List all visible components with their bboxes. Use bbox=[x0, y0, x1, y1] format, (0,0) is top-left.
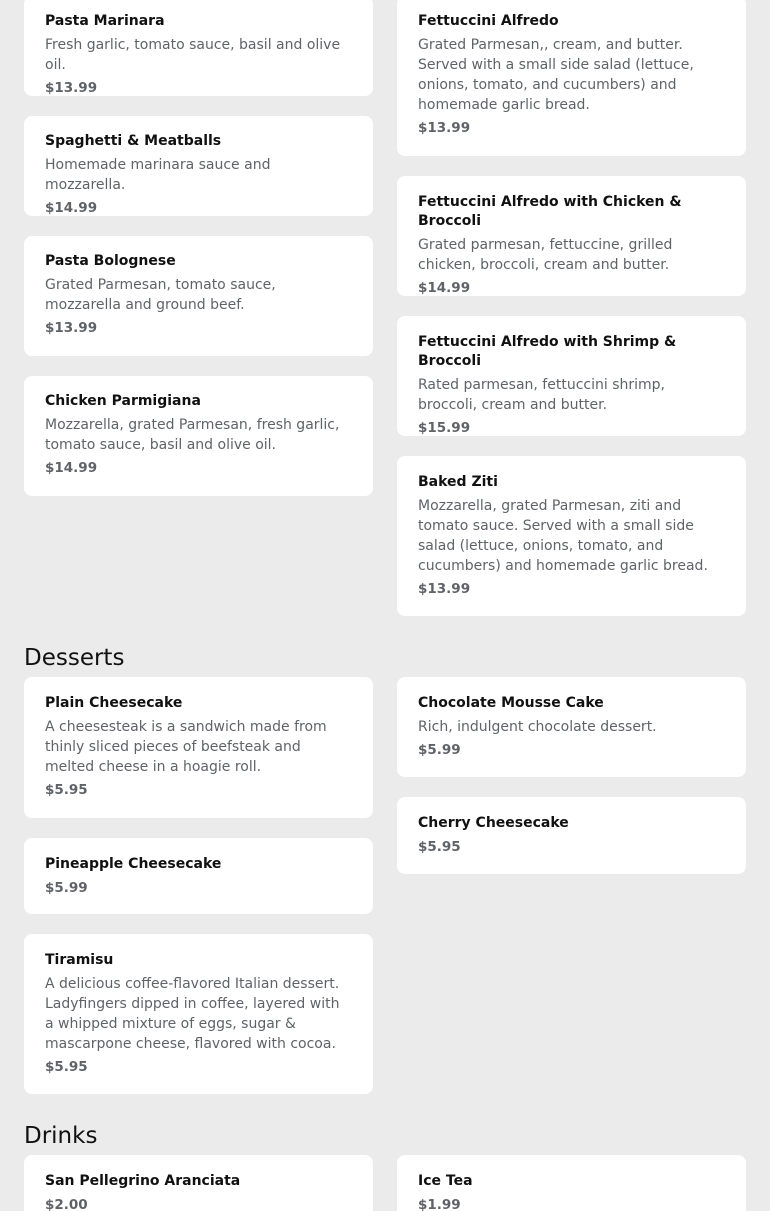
item-description: Grated parmesan, fettuccine, grilled chicken, broccoli, cream and butter. bbox=[418, 237, 673, 273]
section-title-desserts: Desserts bbox=[24, 645, 125, 671]
menu-item-card[interactable] bbox=[397, 176, 746, 296]
menu-item-card[interactable] bbox=[24, 677, 373, 818]
item-name: Fettuccini Alfredo bbox=[418, 13, 559, 29]
item-description: Rich, indulgent chocolate dessert. bbox=[418, 719, 657, 735]
item-price: $15.99 bbox=[418, 420, 471, 436]
item-name: Chocolate Mousse Cake bbox=[418, 695, 604, 711]
item-name: Fettuccini Alfredo with Shrimp & Broccoli bbox=[418, 334, 677, 369]
item-price: $14.99 bbox=[418, 280, 471, 296]
item-price: $2.00 bbox=[45, 1197, 88, 1211]
item-name: San Pellegrino Aranciata bbox=[45, 1173, 241, 1189]
menu-item-card[interactable] bbox=[24, 236, 373, 356]
item-description: Fresh garlic, tomato sauce, basil and olive oil. bbox=[45, 37, 341, 73]
item-price: $1.99 bbox=[418, 1197, 461, 1211]
item-name: Spaghetti & Meatballs bbox=[45, 133, 222, 149]
menu-item-card[interactable] bbox=[397, 797, 746, 874]
menu-item-card[interactable] bbox=[24, 934, 373, 1094]
item-description: Grated Parmesan, tomato sauce, mozzarella and ground beef. bbox=[45, 277, 276, 313]
menu-item-card[interactable] bbox=[397, 677, 746, 777]
item-price: $13.99 bbox=[418, 581, 471, 597]
item-description: Rated parmesan, fettuccini shrimp, broccoli, cream and butter. bbox=[418, 377, 665, 413]
section-title-drinks: Drinks bbox=[24, 1123, 98, 1149]
item-price: $5.95 bbox=[45, 782, 88, 798]
item-name: Tiramisu bbox=[45, 952, 114, 968]
item-name: Cherry Cheesecake bbox=[418, 815, 569, 831]
item-price: $5.95 bbox=[418, 839, 461, 855]
item-name: Pasta Marinara bbox=[45, 13, 165, 29]
item-description: A delicious coffee-flavored Italian dessert. Ladyfingers dipped in coffee, layered with a whipped mixture of eggs, sugar & mascarpone cheese, flavored with cocoa. bbox=[45, 976, 340, 1052]
item-description: Mozzarella, grated Parmesan, fresh garlic, tomato sauce, basil and olive oil. bbox=[45, 417, 340, 453]
menu-item-card[interactable] bbox=[397, 1155, 746, 1211]
item-name: Fettuccini Alfredo with Chicken & Broccoli bbox=[418, 194, 682, 229]
item-price: $13.99 bbox=[45, 80, 98, 96]
menu-item-card[interactable] bbox=[397, 0, 746, 156]
menu-item-card[interactable] bbox=[24, 0, 373, 96]
item-price: $14.99 bbox=[45, 460, 98, 476]
item-description: Homemade marinara sauce and mozzarella. bbox=[45, 157, 271, 193]
item-price: $13.99 bbox=[418, 120, 471, 136]
item-price: $14.99 bbox=[45, 200, 98, 216]
menu-item-card[interactable] bbox=[24, 838, 373, 914]
item-name: Baked Ziti bbox=[418, 474, 498, 490]
item-name: Pasta Bolognese bbox=[45, 253, 176, 269]
menu-item-card[interactable] bbox=[24, 376, 373, 496]
menu-item-card[interactable] bbox=[397, 316, 746, 436]
item-name: Ice Tea bbox=[418, 1173, 473, 1189]
item-description: A cheesesteak is a sandwich made from thinly sliced pieces of beefsteak and melted cheese in a hoagie roll. bbox=[45, 719, 327, 775]
item-name: Pineapple Cheesecake bbox=[45, 856, 222, 872]
item-price: $5.99 bbox=[45, 880, 88, 896]
item-price: $5.99 bbox=[418, 742, 461, 758]
item-price: $13.99 bbox=[45, 320, 98, 336]
item-price: $5.95 bbox=[45, 1059, 88, 1075]
item-description: Grated Parmesan,, cream, and butter. Served with a small side salad (lettuce, onions, tomato, and cucumbers) and homemade garlic bread. bbox=[418, 37, 694, 113]
menu-item-card[interactable] bbox=[24, 1155, 373, 1211]
menu-item-card[interactable] bbox=[397, 456, 746, 616]
item-name: Chicken Parmigiana bbox=[45, 393, 201, 409]
item-description: Mozzarella, grated Parmesan, ziti and tomato sauce. Served with a small side salad (lettuce, onions, tomato, and cucumbers) and homemade garlic bread. bbox=[418, 498, 708, 574]
menu-item-card[interactable] bbox=[24, 116, 373, 216]
item-name: Plain Cheesecake bbox=[45, 695, 183, 711]
